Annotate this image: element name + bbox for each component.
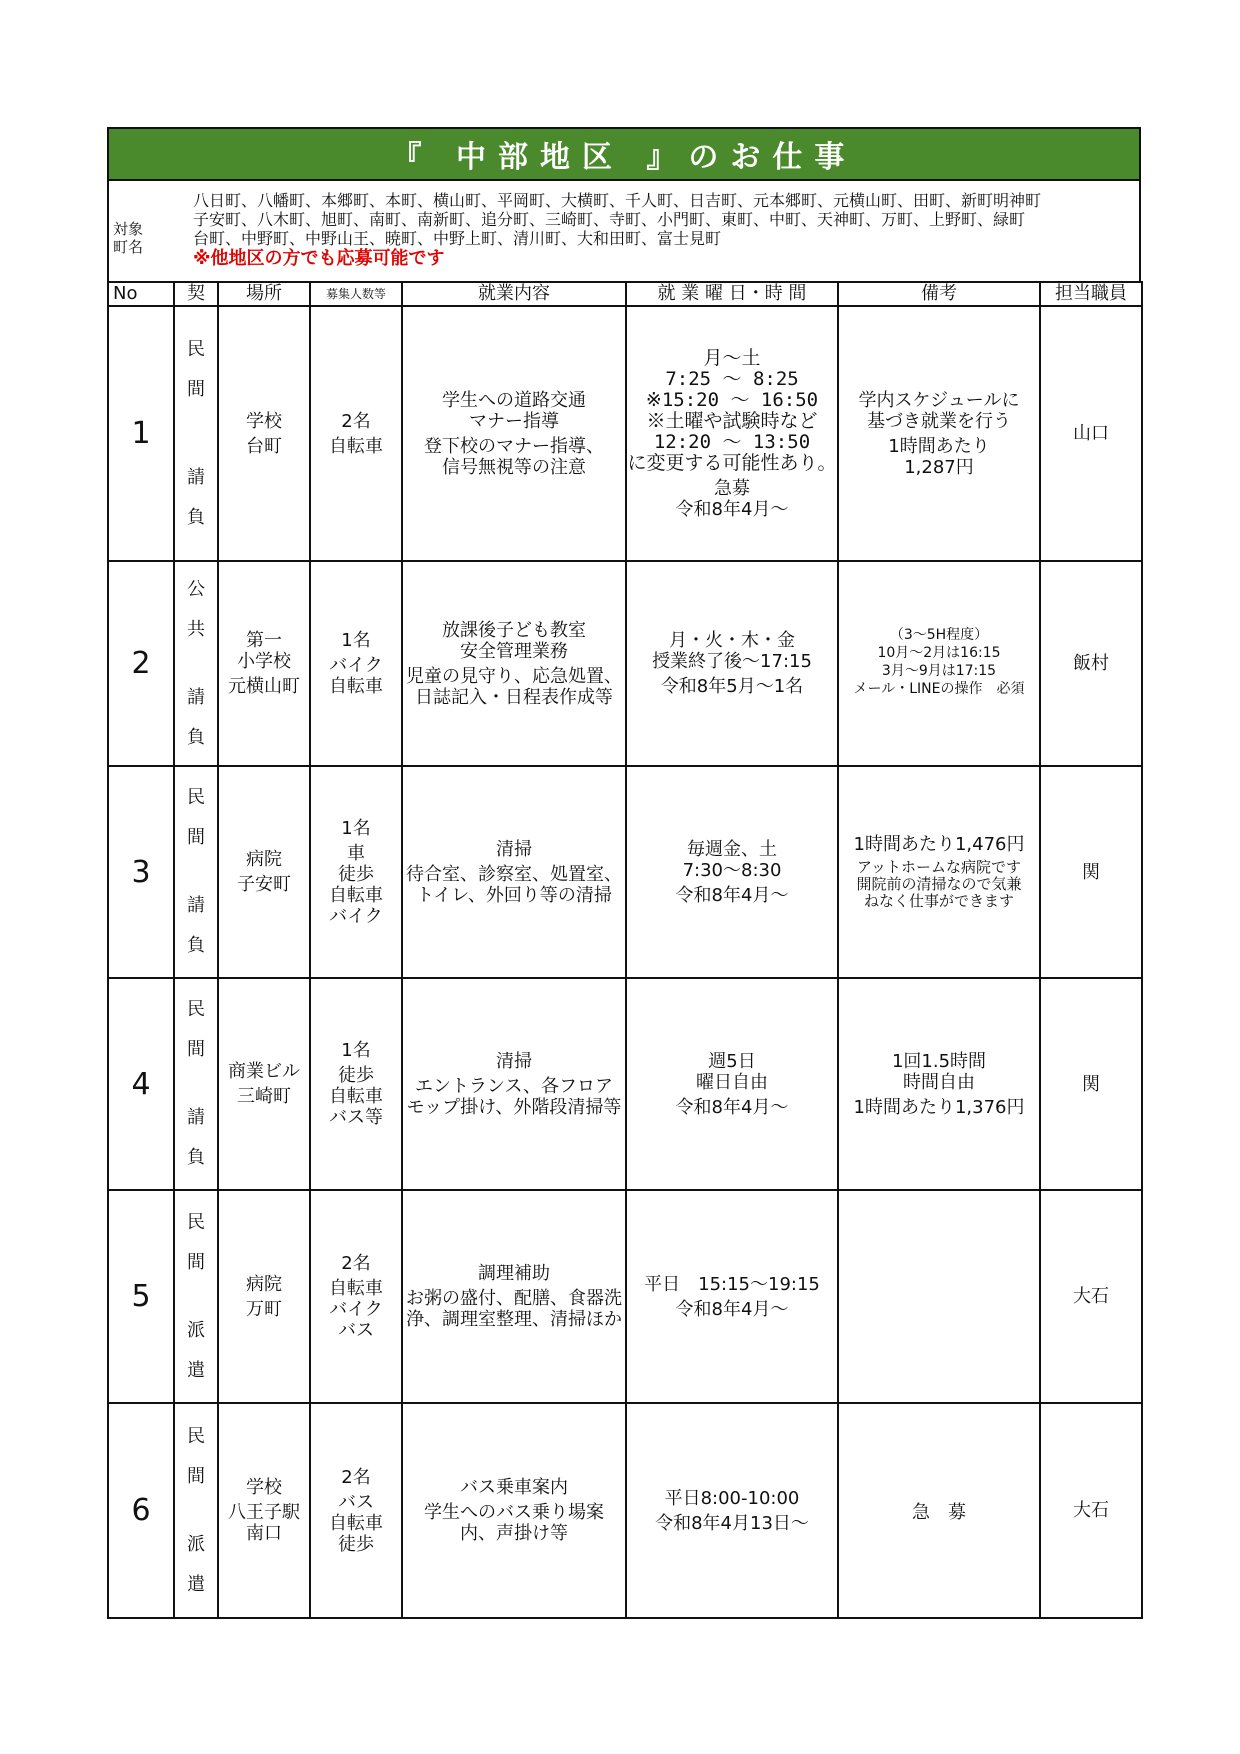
place-top-line: 学校 — [246, 1477, 282, 1498]
table-row — [108, 1403, 1142, 1618]
contract-char: 間 — [187, 1465, 205, 1487]
place-bottom-line: 万町 — [246, 1298, 282, 1320]
schedule-bottom-line: 令和8年4月13日～ — [655, 1512, 809, 1534]
schedule-top — [628, 348, 837, 474]
work-bottom-line: お粥の盛付、配膳、食器洗 — [406, 1288, 622, 1309]
staff-name: 大石 — [1040, 1190, 1142, 1403]
place-top-line: 病院 — [246, 849, 282, 870]
remarks-top-line: メール・LINEの操作 必須 — [853, 680, 1025, 697]
remarks-bottom — [854, 1097, 1025, 1118]
schedule-top-line: ※土曜や試験時など — [646, 409, 818, 432]
staff-name: 飯村 — [1040, 561, 1142, 766]
place-bottom-line: 子安町 — [237, 874, 291, 895]
row-number: 3 — [108, 766, 174, 978]
work-bottom — [407, 1076, 622, 1118]
contract-type — [174, 978, 218, 1190]
count-bottom-line: バス等 — [329, 1107, 383, 1128]
contract-char: 民 — [187, 1425, 205, 1447]
work-top-line: 調理補助 — [478, 1263, 550, 1284]
schedule-top-line: 曜日自由 — [696, 1071, 768, 1093]
schedule-top — [696, 1051, 768, 1093]
remarks-bottom-line: 1,287円 — [904, 456, 974, 478]
schedule-top-line: 平日8:00-10:00 — [664, 1487, 800, 1509]
remarks-top-line: 時間自由 — [902, 1071, 975, 1093]
count-top-line: 1名 — [341, 1040, 371, 1061]
work-bottom — [424, 1502, 604, 1544]
work-top-line: バス乗車案内 — [460, 1477, 568, 1498]
count-top-line: 1名 — [341, 817, 371, 839]
remarks-cell — [838, 1403, 1040, 1618]
count-cell — [310, 1403, 402, 1618]
count-bottom — [329, 1492, 383, 1555]
place-top — [246, 1477, 282, 1498]
work-bottom-line: 登下校のマナー指導、 — [424, 435, 604, 457]
job-rows — [108, 306, 1142, 1618]
staff-name: 関 — [1040, 766, 1142, 978]
contract-char: 民 — [187, 787, 205, 808]
place-top — [246, 849, 282, 870]
count-top-line: 1名 — [341, 630, 371, 651]
place-top-line: 病院 — [246, 1273, 282, 1295]
work-bottom — [424, 436, 604, 478]
place-bottom — [237, 874, 291, 895]
work-bottom-line: 浄、調理室整理、清掃ほか — [406, 1309, 622, 1330]
schedule-top-line: 7:25 ～ 8:25 — [665, 367, 799, 390]
schedule-bottom — [676, 478, 789, 520]
count-bottom-line: 徒歩 — [338, 1533, 374, 1555]
place-cell — [218, 766, 310, 978]
count-top — [341, 1253, 370, 1274]
remarks-cell — [838, 306, 1040, 561]
place-cell — [218, 561, 310, 766]
count-bottom-line: バイク — [329, 655, 383, 676]
count-bottom — [329, 843, 383, 927]
remarks-bottom — [912, 1502, 966, 1523]
work-bottom-line: 児童の見守り、応急処置、 — [406, 665, 622, 687]
work-bottom-line: 学生へのバス乗り場案 — [424, 1502, 604, 1523]
schedule-bottom — [676, 1299, 789, 1320]
count-bottom-line: バイク — [329, 1298, 383, 1320]
schedule-bottom-line: 令和8年4月～ — [675, 884, 789, 906]
remarks-bottom — [888, 436, 989, 478]
work-cell — [402, 978, 626, 1190]
count-bottom — [329, 436, 383, 457]
work-top — [478, 1263, 550, 1284]
contract-char: 民 — [187, 1211, 205, 1233]
count-bottom-line: 自転車 — [329, 435, 383, 457]
remarks-bottom-line: ねなく仕事ができます — [863, 892, 1014, 910]
schedule-bottom-line: 令和8年4月～ — [675, 1298, 789, 1320]
place-top-line: 小学校 — [237, 651, 291, 672]
page-title: 『 中部地区 』のお仕事 — [107, 127, 1141, 179]
schedule-top — [683, 839, 782, 881]
contract-char: 請 — [187, 895, 205, 916]
place-bottom — [228, 1502, 300, 1544]
table-row — [108, 766, 1142, 978]
place-bottom — [228, 676, 300, 697]
work-top — [442, 390, 586, 432]
work-top-line: 清掃 — [496, 1050, 532, 1072]
contract-char: 派 — [187, 1319, 205, 1341]
schedule-top-line: 月～土 — [703, 346, 761, 369]
row-number: 1 — [108, 306, 174, 561]
work-top-line: 安全管理業務 — [460, 640, 568, 662]
count-top — [341, 1040, 370, 1061]
work-bottom-line: トイレ、外回り等の清掃 — [416, 884, 612, 906]
work-top-line: 放課後子ども教室 — [442, 619, 586, 641]
schedule-bottom-line: 令和8年5月～1名 — [660, 676, 804, 697]
contract-char: 共 — [187, 618, 205, 640]
schedule-top-line: 12:20 ～ 13:50 — [653, 430, 811, 453]
count-bottom-line: 自転車 — [329, 1086, 383, 1107]
header-place: 場所 — [218, 282, 310, 306]
place-bottom-line: 南口 — [246, 1523, 282, 1544]
schedule-bottom-line: 令和8年4月～ — [675, 498, 789, 520]
schedule-top-line: 平日 15:15～19:15 — [644, 1273, 820, 1295]
remarks-top — [892, 1051, 986, 1093]
work-cell — [402, 561, 626, 766]
place-bottom-line: 元横山町 — [228, 676, 300, 697]
contract-char: 負 — [187, 935, 205, 956]
work-bottom-line: 日誌記入・日程表作成等 — [415, 686, 613, 708]
schedule-top-line: ※15:20 ～ 16:50 — [645, 388, 819, 411]
contract-type — [174, 1190, 218, 1403]
remarks-top-line: 1時間あたり1,476円 — [853, 834, 1025, 855]
count-bottom — [329, 655, 383, 697]
table-row — [108, 561, 1142, 766]
contract-char: 負 — [187, 726, 205, 748]
work-cell — [402, 1190, 626, 1403]
count-bottom-line: バス — [338, 1491, 374, 1513]
table-row — [108, 978, 1142, 1190]
schedule-top — [652, 630, 812, 672]
target-towns-section — [107, 179, 1141, 281]
contract-char: 間 — [187, 1039, 205, 1060]
target-towns-label: 対象 町名 — [113, 220, 144, 256]
remarks-bottom-line: アットホームな病院です — [857, 858, 1021, 876]
remarks-top — [859, 390, 1020, 432]
work-cell — [402, 1403, 626, 1618]
remarks-top-line: 学内スケジュールに — [858, 389, 1020, 411]
count-cell — [310, 978, 402, 1190]
count-bottom — [329, 1278, 383, 1341]
work-top-line: 学生への道路交通 — [442, 389, 586, 411]
count-bottom-line: 自転車 — [329, 1277, 383, 1299]
contract-char: 公 — [187, 578, 205, 600]
work-cell — [402, 306, 626, 561]
place-cell — [218, 978, 310, 1190]
other-area-note: ※他地区の方でも応募可能です — [193, 248, 445, 269]
place-cell — [218, 306, 310, 561]
contract-char: 間 — [187, 827, 205, 848]
header-count: 募集人数等 — [310, 282, 402, 306]
contract-char: 負 — [187, 506, 205, 528]
work-top-line: マナー指導 — [469, 410, 559, 432]
schedule-bottom — [661, 676, 803, 697]
header-contract: 契 — [174, 282, 218, 306]
contract-type — [174, 561, 218, 766]
remarks-top — [854, 626, 1025, 698]
contract-char: 遣 — [187, 1573, 205, 1595]
place-top-line: 商業ビル — [228, 1061, 300, 1082]
count-bottom-line: バイク — [329, 905, 383, 927]
remarks-bottom-line: 急 募 — [912, 1502, 966, 1523]
header-staff: 担当職員 — [1040, 282, 1142, 306]
work-bottom — [406, 666, 622, 708]
remarks-top — [854, 834, 1025, 855]
staff-name: 大石 — [1040, 1403, 1142, 1618]
count-cell — [310, 766, 402, 978]
count-bottom-line: 自転車 — [329, 884, 383, 906]
remarks-top-line: （3～5H程度） — [889, 626, 989, 643]
remarks-cell — [838, 1190, 1040, 1403]
place-top — [246, 411, 282, 432]
work-bottom-line: エントランス、各フロア — [415, 1075, 613, 1097]
remarks-bottom — [856, 859, 1021, 910]
work-bottom-line: 信号無視等の注意 — [442, 456, 586, 478]
row-number: 6 — [108, 1403, 174, 1618]
header-no: No — [108, 282, 174, 306]
place-bottom — [246, 1299, 282, 1320]
count-top — [341, 411, 370, 432]
schedule-cell — [626, 306, 838, 561]
place-bottom-line: 台町 — [246, 435, 282, 457]
schedule-bottom-line: 令和8年4月～ — [675, 1096, 789, 1118]
count-bottom-line: 車 — [347, 842, 365, 864]
contract-char: 間 — [187, 378, 205, 400]
contract-char: 請 — [187, 466, 205, 488]
schedule-top-line: に変更する可能性あり。 — [627, 451, 837, 474]
job-table — [107, 281, 1143, 1619]
count-top — [341, 630, 370, 651]
remarks-top-line: 基づき就業を行う — [866, 410, 1011, 432]
place-bottom — [246, 436, 282, 457]
work-top — [496, 839, 532, 860]
count-top-line: 2名 — [341, 1466, 371, 1488]
count-top — [341, 1467, 370, 1488]
staff-name: 山口 — [1040, 306, 1142, 561]
remarks-top-line: 1回1.5時間 — [891, 1050, 987, 1072]
place-top — [228, 1061, 300, 1082]
table-header-row — [108, 282, 1142, 306]
work-bottom — [406, 1288, 622, 1330]
contract-char: 民 — [187, 999, 205, 1020]
schedule-top-line: 授業終了後～17:15 — [652, 651, 812, 672]
contract-char: 負 — [187, 1147, 205, 1168]
remarks-cell — [838, 978, 1040, 1190]
schedule-cell — [626, 561, 838, 766]
work-top — [496, 1051, 532, 1072]
header-schedule: 就 業 曜 日・時 間 — [626, 282, 838, 306]
row-number: 2 — [108, 561, 174, 766]
place-cell — [218, 1190, 310, 1403]
row-number: 4 — [108, 978, 174, 1190]
count-bottom-line: 徒歩 — [338, 863, 374, 885]
place-top — [246, 1274, 282, 1295]
contract-type — [174, 306, 218, 561]
count-top-line: 2名 — [341, 1252, 371, 1274]
remarks-top-line: 10月～2月は16:15 — [877, 644, 1001, 661]
contract-char: 間 — [187, 1251, 205, 1273]
schedule-bottom — [655, 1513, 809, 1534]
place-top-line: 学校 — [246, 410, 282, 432]
header-work: 就業内容 — [402, 282, 626, 306]
work-top — [460, 1477, 568, 1498]
work-bottom-line: モップ掛け、外階段清掃等 — [406, 1096, 622, 1118]
count-bottom — [329, 1065, 383, 1128]
contract-char: 請 — [187, 1107, 205, 1128]
towns-line: 八日町、八幡町、本郷町、本町、横山町、平岡町、大横町、千人町、日吉町、元本郷町、元横山町、田町、新町明神町 — [193, 191, 1042, 210]
contract-char: 派 — [187, 1533, 205, 1555]
schedule-cell — [626, 978, 838, 1190]
place-bottom-line: 三崎町 — [237, 1086, 291, 1107]
count-bottom-line: 自転車 — [329, 676, 383, 697]
remarks-cell — [838, 561, 1040, 766]
count-top — [341, 818, 370, 839]
target-towns-list — [179, 181, 1041, 281]
schedule-bottom — [676, 885, 789, 906]
remarks-top-line: 3月～9月は17:15 — [881, 662, 997, 679]
work-top — [442, 620, 586, 662]
place-cell — [218, 1403, 310, 1618]
schedule-bottom — [676, 1097, 789, 1118]
place-bottom — [237, 1086, 291, 1107]
schedule-top — [665, 1488, 800, 1509]
work-bottom-line: 内、声掛け等 — [460, 1523, 568, 1544]
contract-type — [174, 766, 218, 978]
work-top-line: 清掃 — [496, 838, 532, 860]
count-top-line: 2名 — [341, 410, 371, 432]
remarks-cell — [838, 766, 1040, 978]
count-bottom-line: 徒歩 — [338, 1065, 374, 1086]
schedule-bottom-line: 急募 — [714, 477, 750, 499]
count-bottom-line: バス — [338, 1319, 374, 1341]
remarks-bottom-line: 1時間あたり — [888, 435, 990, 457]
contract-char: 民 — [187, 338, 205, 360]
place-top-line: 第一 — [246, 630, 282, 651]
row-number: 5 — [108, 1190, 174, 1403]
place-bottom-line: 八王子駅 — [228, 1502, 300, 1523]
staff-name: 関 — [1040, 978, 1142, 1190]
schedule-cell — [626, 1403, 838, 1618]
towns-line: 台町、中野町、中野山王、暁町、中野上町、清川町、大和田町、富士見町 — [193, 229, 722, 248]
schedule-top-line: 週5日 — [708, 1050, 756, 1072]
towns-line: 子安町、八木町、旭町、南町、南新町、追分町、三崎町、寺町、小門町、東町、中町、天神町、万町、上野町、緑町 — [193, 210, 1026, 229]
work-cell — [402, 766, 626, 978]
place-top — [237, 630, 291, 672]
job-sheet — [107, 127, 1141, 1619]
count-cell — [310, 306, 402, 561]
remarks-bottom-line: 開院前の清掃なので気兼 — [856, 875, 1022, 893]
schedule-top-line: 月・火・木・金 — [669, 630, 795, 651]
work-bottom-line: 待合室、診察室、処置室、 — [406, 863, 622, 885]
schedule-top-line: 7:30～8:30 — [682, 859, 782, 881]
count-cell — [310, 561, 402, 766]
work-bottom — [406, 864, 622, 906]
remarks-bottom-line: 1時間あたり1,376円 — [853, 1096, 1025, 1118]
count-cell — [310, 1190, 402, 1403]
contract-char: 遣 — [187, 1359, 205, 1381]
schedule-top — [644, 1274, 820, 1295]
header-remarks: 備考 — [838, 282, 1040, 306]
contract-type — [174, 1403, 218, 1618]
table-row — [108, 1190, 1142, 1403]
schedule-top-line: 毎週金、土 — [687, 838, 777, 860]
table-row — [108, 306, 1142, 561]
contract-char: 請 — [187, 686, 205, 708]
schedule-cell — [626, 1190, 838, 1403]
count-bottom-line: 自転車 — [329, 1512, 383, 1534]
schedule-cell — [626, 766, 838, 978]
